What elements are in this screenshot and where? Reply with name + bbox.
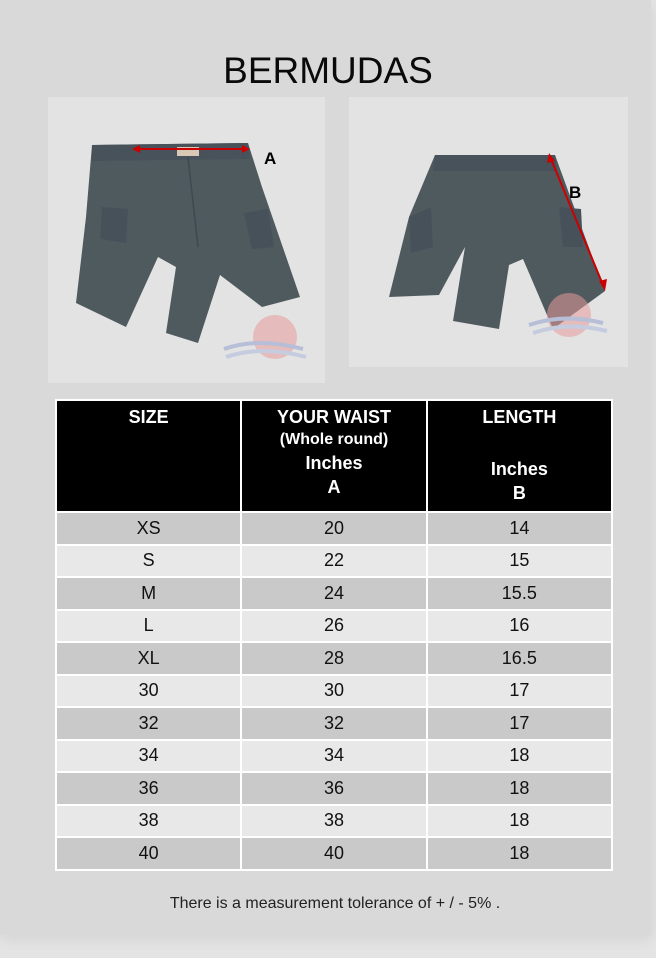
cell-waist: 22 bbox=[241, 545, 426, 578]
cell-size: 32 bbox=[56, 707, 241, 740]
cell-size: 40 bbox=[56, 837, 241, 870]
cell-size: S bbox=[56, 545, 241, 578]
cell-length: 14 bbox=[427, 512, 612, 545]
cell-size: 30 bbox=[56, 675, 241, 708]
cell-size: 34 bbox=[56, 740, 241, 773]
shorts-back-illustration bbox=[349, 97, 628, 367]
cell-size: XL bbox=[56, 642, 241, 675]
table-row bbox=[56, 610, 612, 643]
cell-length: 15 bbox=[427, 545, 612, 578]
cell-length: 15.5 bbox=[427, 577, 612, 610]
cell-length: 16 bbox=[427, 610, 612, 643]
back-view-image bbox=[349, 97, 628, 367]
cell-waist: 28 bbox=[241, 642, 426, 675]
tolerance-note: There is a measurement tolerance of + / - 5% . bbox=[169, 895, 501, 912]
table-row bbox=[56, 707, 612, 740]
cell-length: 17 bbox=[427, 707, 612, 740]
table-row bbox=[56, 545, 612, 578]
cell-length: 16.5 bbox=[427, 642, 612, 675]
cell-length: 18 bbox=[427, 772, 612, 805]
cell-length: 18 bbox=[427, 740, 612, 773]
table-row bbox=[56, 740, 612, 773]
table-row bbox=[56, 772, 612, 805]
header-waist: YOUR WAIST (Whole round) Inches A bbox=[241, 400, 426, 512]
table-header-row bbox=[56, 400, 612, 512]
cell-size: M bbox=[56, 577, 241, 610]
measurement-label-b: B bbox=[569, 183, 582, 202]
measurement-label-a: A bbox=[264, 149, 277, 168]
cell-waist: 30 bbox=[241, 675, 426, 708]
table-row bbox=[56, 642, 612, 675]
header-length: LENGTH Inches B bbox=[427, 400, 612, 512]
header-size: SIZE bbox=[56, 400, 241, 512]
cell-length: 18 bbox=[427, 837, 612, 870]
table-row bbox=[56, 675, 612, 708]
shorts-front-illustration bbox=[48, 97, 325, 383]
cell-waist: 24 bbox=[241, 577, 426, 610]
cell-waist: 26 bbox=[241, 610, 426, 643]
page-title: BERMUDAS bbox=[223, 50, 433, 91]
cell-waist: 38 bbox=[241, 805, 426, 838]
size-chart-table bbox=[55, 399, 613, 871]
front-view-image bbox=[48, 97, 325, 383]
cell-waist: 32 bbox=[241, 707, 426, 740]
cell-size: XS bbox=[56, 512, 241, 545]
cell-size: L bbox=[56, 610, 241, 643]
cell-size: 38 bbox=[56, 805, 241, 838]
table-row bbox=[56, 512, 612, 545]
table-row bbox=[56, 837, 612, 870]
cell-length: 18 bbox=[427, 805, 612, 838]
cell-waist: 40 bbox=[241, 837, 426, 870]
table-row bbox=[56, 805, 612, 838]
cell-length: 17 bbox=[427, 675, 612, 708]
cell-waist: 20 bbox=[241, 512, 426, 545]
cell-waist: 34 bbox=[241, 740, 426, 773]
table-row bbox=[56, 577, 612, 610]
cell-size: 36 bbox=[56, 772, 241, 805]
cell-waist: 36 bbox=[241, 772, 426, 805]
